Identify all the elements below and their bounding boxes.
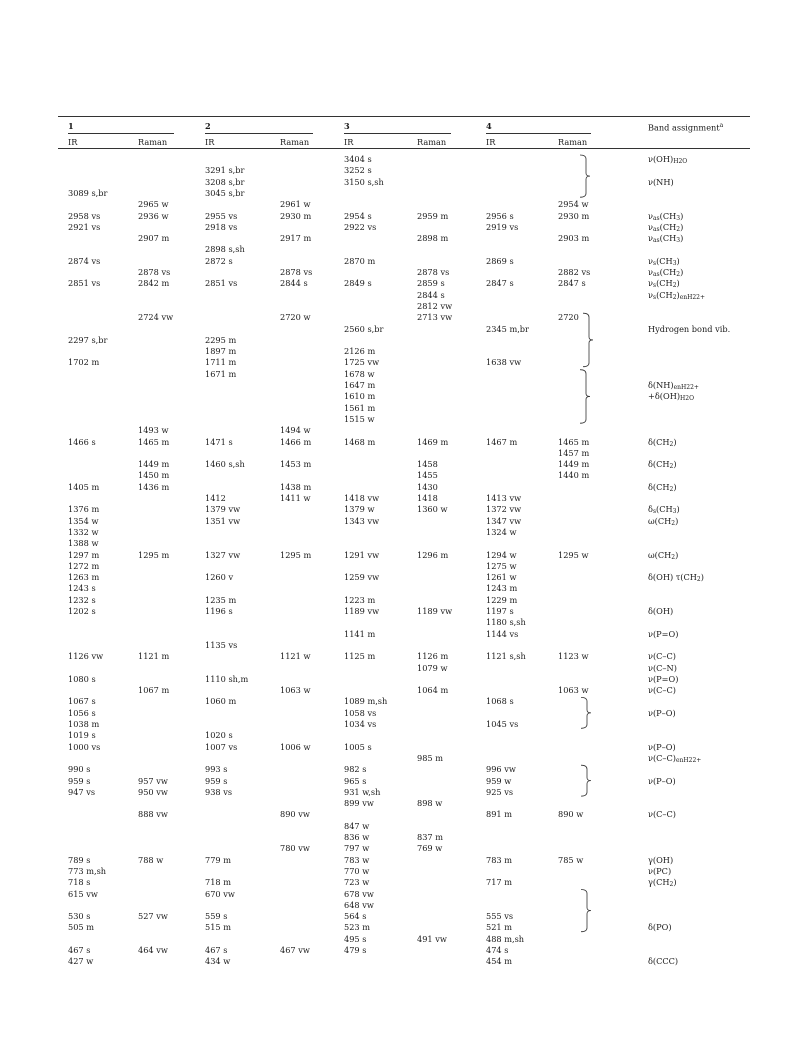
- band-assignment-cell: $\gamma(CH_2)$: [648, 877, 677, 889]
- frequency-cell: 1413 vw: [486, 493, 522, 503]
- frequency-cell: 899 vw: [344, 798, 374, 809]
- frequency-cell: 1121 s,sh: [486, 651, 526, 662]
- frequency-cell: 1126 m: [417, 651, 449, 662]
- band-assignment-cell: ν(C–C): [648, 685, 676, 696]
- band-assignment-cell: γ(OH): [648, 854, 674, 865]
- frequency-cell: 959 s: [205, 775, 228, 786]
- frequency-cell: 2844 s: [417, 289, 445, 300]
- frequency-cell: 555 vs: [486, 911, 514, 922]
- group-header-3: 3: [344, 121, 350, 131]
- frequency-cell: 837 m: [417, 832, 443, 842]
- frequency-cell: 2872 s: [205, 255, 233, 266]
- band-assignment-cell: ν(P=O): [648, 673, 679, 684]
- frequency-cell: 2297 s,br: [68, 334, 108, 345]
- frequency-cell: 1725 vw: [344, 357, 380, 368]
- frequency-cell: 1324 w: [486, 526, 517, 537]
- band-assignment-cell: δ(OH): [648, 606, 674, 616]
- band-assignment-cell: Hydrogen bond vib.: [648, 323, 731, 334]
- frequency-cell: 1243 m: [486, 583, 518, 594]
- frequency-cell: 1000 vs: [68, 741, 101, 752]
- frequency-cell: 2869 s: [486, 255, 514, 266]
- frequency-cell: 717 m: [486, 877, 512, 888]
- frequency-cell: 1034 vs: [344, 719, 377, 729]
- frequency-cell: 1007 vs: [205, 741, 238, 752]
- frequency-cell: 1449 m: [558, 459, 590, 470]
- frequency-cell: 1466 s: [68, 436, 96, 447]
- frequency-cell: 1296 m: [417, 549, 449, 560]
- band-assignment-cell: $\delta(CH_2)$: [648, 481, 677, 493]
- frequency-cell: 1460 s,sh: [205, 459, 245, 470]
- frequency-cell: 1468 m: [344, 436, 376, 447]
- frequency-cell: 959 s: [68, 775, 91, 786]
- band-assignment-cell: $+\delta(OH)_{H2O}$: [648, 391, 694, 403]
- frequency-cell: 1263 m: [68, 572, 100, 583]
- frequency-cell: 1063 w: [558, 685, 589, 696]
- frequency-cell: 678 vw: [344, 888, 374, 899]
- frequency-cell: 982 s: [344, 764, 367, 775]
- frequency-cell: 505 m: [68, 922, 94, 933]
- band-assignment-cell: δ(OH) $\tau(CH_2)$: [648, 572, 704, 584]
- frequency-cell: 2918 vs: [205, 221, 238, 232]
- frequency-cell: 1189 vw: [344, 606, 380, 616]
- frequency-cell: 783 m: [486, 854, 512, 865]
- frequency-cell: 1388 w: [68, 538, 99, 549]
- frequency-cell: 718 m: [205, 877, 231, 888]
- frequency-cell: 488 m,sh: [486, 933, 525, 944]
- frequency-cell: 1465 m: [558, 436, 590, 447]
- band-assignment-cell: ν(NH): [648, 176, 674, 187]
- frequency-cell: 3089 s,br: [68, 187, 108, 198]
- frequency-cell: 1351 vw: [205, 515, 241, 526]
- frequency-cell: 783 w: [344, 854, 370, 865]
- band-assignment-cell: $\nu_{as}(CH_2)$: [648, 221, 684, 233]
- frequency-cell: 495 s: [344, 933, 367, 944]
- frequency-cell: 1272 m: [68, 560, 100, 571]
- subheader-raman-2: Raman: [280, 137, 310, 147]
- subheader-ir-4: IR: [486, 137, 496, 147]
- band-assignment-cell: δ(PO): [648, 922, 672, 933]
- frequency-cell: 521 m: [486, 922, 512, 933]
- frequency-cell: 2126 m: [344, 346, 376, 357]
- frequency-cell: 789 s: [68, 854, 91, 865]
- frequency-cell: 1261 w: [486, 572, 517, 583]
- frequency-cell: 2812 vw: [417, 300, 453, 311]
- frequency-cell: 1494 w: [280, 425, 311, 436]
- frequency-cell: 2936 w: [138, 210, 169, 221]
- frequency-cell: 1144 vs: [486, 628, 519, 639]
- frequency-cell: 3252 s: [344, 165, 372, 176]
- frequency-cell: 434 w: [205, 956, 231, 967]
- group-header-4: 4: [486, 121, 492, 131]
- frequency-cell: 788 w: [138, 854, 164, 865]
- frequency-cell: 467 s: [68, 945, 91, 955]
- frequency-cell: 993 s: [205, 764, 228, 775]
- subheader-ir-1: IR: [68, 137, 78, 147]
- frequency-cell: 797 w: [344, 843, 370, 854]
- frequency-cell: 1020 s: [205, 730, 233, 741]
- frequency-cell: 1458: [417, 459, 438, 470]
- frequency-cell: 1418: [417, 493, 438, 503]
- frequency-cell: 1079 w: [417, 662, 448, 673]
- frequency-cell: 2345 m,br: [486, 323, 529, 334]
- band-assignment-cell: $\nu_{as}(CH_2)$: [648, 267, 684, 278]
- frequency-cell: 427 w: [68, 956, 94, 967]
- frequency-cell: 1126 vw: [68, 651, 104, 662]
- grouping-brace: [580, 155, 590, 197]
- frequency-cell: 2870 m: [344, 255, 376, 266]
- frequency-cell: 1180 s,sh: [486, 617, 526, 628]
- frequency-cell: 1089 m,sh: [344, 696, 388, 707]
- frequency-cell: 836 w: [344, 832, 370, 842]
- frequency-cell: 1379 vw: [205, 504, 241, 515]
- grouping-brace: [581, 890, 591, 932]
- frequency-cell: 990 s: [68, 764, 91, 775]
- frequency-cell: 1006 w: [280, 741, 311, 752]
- frequency-cell: 2919 vs: [486, 221, 519, 232]
- frequency-cell: 1347 vw: [486, 515, 522, 526]
- frequency-cell: 1465 m: [138, 436, 170, 447]
- band-assignment-cell: $\nu_s(CH_2)_{enH22+}$: [648, 289, 706, 301]
- frequency-cell: 559 s: [205, 911, 228, 922]
- frequency-cell: 3404 s: [344, 154, 372, 164]
- frequency-cell: 1121 w: [280, 651, 311, 662]
- band-assignment-cell: $\delta(CH_2)$: [648, 436, 677, 448]
- frequency-cell: 1291 vw: [344, 549, 380, 560]
- band-assignment-cell: $\nu(OH)_{H2O}$: [648, 154, 688, 165]
- frequency-cell: 1360 w: [417, 504, 448, 515]
- frequency-cell: 1197 s: [486, 606, 514, 616]
- subheader-raman-4: Raman: [558, 137, 588, 147]
- frequency-cell: 2959 m: [417, 210, 449, 221]
- frequency-cell: 1610 m: [344, 391, 376, 402]
- frequency-cell: 2954 w: [558, 199, 589, 210]
- frequency-cell: 950 vw: [138, 786, 168, 797]
- frequency-cell: 1457 m: [558, 447, 590, 458]
- group-header-2: 2: [205, 121, 211, 131]
- frequency-cell: 2874 vs: [68, 255, 101, 266]
- frequency-cell: 3208 s,br: [205, 176, 245, 187]
- frequency-cell: 2921 vs: [68, 221, 101, 232]
- frequency-cell: 2851 vs: [205, 278, 238, 289]
- frequency-cell: 2961 w: [280, 199, 311, 210]
- frequency-cell: 1189 vw: [417, 606, 453, 616]
- frequency-cell: 965 s: [344, 775, 367, 786]
- frequency-cell: 785 w: [558, 854, 584, 865]
- frequency-cell: 454 m: [486, 956, 512, 967]
- band-assignment-cell: ν(P–O): [648, 775, 676, 786]
- frequency-cell: 2955 vs: [205, 210, 238, 221]
- frequency-cell: 2859 s: [417, 278, 445, 289]
- frequency-cell: 1080 s: [68, 673, 96, 684]
- subheader-raman-3: Raman: [417, 137, 447, 147]
- frequency-cell: 464 vw: [138, 945, 168, 955]
- frequency-cell: 2713 vw: [417, 312, 453, 323]
- frequency-cell: 1295 m: [280, 549, 312, 560]
- frequency-cell: 1121 m: [138, 651, 170, 662]
- frequency-cell: 1232 s: [68, 594, 96, 605]
- frequency-cell: 2878 vs: [417, 267, 450, 277]
- frequency-cell: 931 w,sh: [344, 786, 381, 797]
- frequency-cell: 615 vw: [68, 888, 98, 899]
- frequency-cell: 1327 vw: [205, 549, 241, 560]
- frequency-cell: 1068 s: [486, 696, 514, 707]
- band-assignment-cell: $\omega(CH_2)$: [648, 515, 679, 527]
- frequency-cell: 1223 m: [344, 594, 376, 605]
- frequency-cell: 1056 s: [68, 707, 96, 718]
- frequency-cell: 2295 m: [205, 334, 237, 345]
- frequency-cell: 1405 m: [68, 481, 100, 492]
- frequency-cell: 1064 m: [417, 685, 449, 696]
- frequency-cell: 1671 m: [205, 368, 237, 379]
- frequency-cell: 770 w: [344, 865, 370, 876]
- grouping-brace: [580, 370, 590, 424]
- frequency-cell: 723 w: [344, 877, 370, 888]
- frequency-cell: 1259 vw: [344, 572, 380, 583]
- frequency-cell: 1297 m: [68, 549, 100, 560]
- frequency-cell: 1063 w: [280, 685, 311, 696]
- frequency-cell: 1702 m: [68, 357, 100, 368]
- frequency-cell: 2907 m: [138, 233, 170, 244]
- frequency-cell: 474 s: [486, 945, 509, 955]
- frequency-cell: 1067 s: [68, 696, 96, 707]
- frequency-cell: 1005 s: [344, 741, 372, 752]
- frequency-cell: 1411 w: [280, 493, 311, 503]
- frequency-cell: 1376 m: [68, 504, 100, 515]
- frequency-cell: 2954 s: [344, 210, 372, 221]
- grouping-brace: [581, 765, 591, 796]
- frequency-cell: 1450 m: [138, 470, 170, 481]
- frequency-cell: 1067 m: [138, 685, 170, 696]
- frequency-cell: 2847 s: [558, 278, 586, 289]
- frequency-cell: 2965 w: [138, 199, 169, 210]
- frequency-cell: 467 s: [205, 945, 228, 955]
- frequency-cell: 1135 vs: [205, 639, 238, 650]
- band-assignment-cell: $\delta(NH)_{enH22+}$: [648, 380, 699, 391]
- frequency-cell: 773 m,sh: [68, 865, 107, 876]
- frequency-cell: 2878 vs: [138, 267, 171, 277]
- frequency-cell: 1471 s: [205, 436, 233, 447]
- band-assignment-cell: ν(P–O): [648, 741, 676, 752]
- band-assignment-cell: $\nu_{as}(CH_3)$: [648, 210, 684, 222]
- frequency-cell: 1711 m: [205, 357, 237, 368]
- frequency-cell: 2878 vs: [280, 267, 313, 277]
- frequency-cell: 1229 m: [486, 594, 518, 605]
- frequency-cell: 1897 m: [205, 346, 237, 357]
- frequency-cell: 1436 m: [138, 481, 170, 492]
- frequency-cell: 479 s: [344, 945, 367, 955]
- band-assignment-cell: ν(C–C): [648, 809, 676, 820]
- frequency-cell: 1196 s: [205, 606, 233, 616]
- frequency-cell: 1110 sh,m: [205, 673, 249, 684]
- frequency-cell: 1493 w: [138, 425, 169, 436]
- band-assignment-cell: $\omega(CH_2)$: [648, 549, 679, 561]
- band-assignment-cell: ν(PC): [648, 865, 672, 876]
- subheader-ir-3: IR: [344, 137, 354, 147]
- frequency-cell: 1141 m: [344, 628, 376, 639]
- frequency-cell: 2847 s: [486, 278, 514, 289]
- frequency-cell: 1438 m: [280, 481, 312, 492]
- frequency-cell: 2851 vs: [68, 278, 101, 289]
- frequency-cell: 996 vw: [486, 764, 516, 775]
- band-assignment-cell: ν(P–O): [648, 707, 676, 718]
- frequency-cell: 1455: [417, 470, 438, 481]
- frequency-cell: 718 s: [68, 877, 91, 888]
- frequency-cell: 670 vw: [205, 888, 235, 899]
- frequency-cell: 2724 vw: [138, 312, 174, 323]
- frequency-cell: 1515 w: [344, 413, 375, 424]
- frequency-cell: 925 vs: [486, 786, 514, 797]
- frequency-cell: 2922 vs: [344, 221, 377, 232]
- frequency-cell: 1469 m: [417, 436, 449, 447]
- frequency-cell: 2958 vs: [68, 210, 101, 221]
- frequency-cell: 2720: [558, 312, 579, 323]
- frequency-cell: 530 s: [68, 911, 91, 922]
- frequency-cell: 1243 s: [68, 583, 96, 594]
- frequency-cell: 1019 s: [68, 730, 96, 741]
- frequency-cell: 1449 m: [138, 459, 170, 470]
- band-assignment-header-text: Band assignment: [648, 122, 720, 133]
- frequency-cell: 1045 vs: [486, 719, 519, 729]
- frequency-cell: 2720 w: [280, 312, 311, 323]
- frequency-cell: 1379 w: [344, 504, 375, 515]
- frequency-cell: 2956 s: [486, 210, 514, 221]
- frequency-cell: 947 vs: [68, 786, 96, 797]
- band-assignment-cell: δ(CCC): [648, 956, 679, 967]
- frequency-cell: 2849 s: [344, 278, 372, 289]
- frequency-cell: 467 vw: [280, 945, 310, 955]
- band-assignment-cell: ν(P=O): [648, 628, 679, 639]
- frequency-cell: 1430: [417, 481, 438, 492]
- brace-layer: [58, 116, 750, 976]
- frequency-cell: 1038 m: [68, 719, 100, 729]
- frequency-cell: 1332 w: [68, 526, 99, 537]
- frequency-cell: 2560 s,br: [344, 323, 384, 334]
- frequency-cell: 3150 s,sh: [344, 176, 384, 187]
- frequency-cell: 2844 s: [280, 278, 308, 289]
- frequency-cell: 564 s: [344, 911, 367, 922]
- frequency-cell: 1418 vw: [344, 493, 380, 503]
- frequency-cell: 938 vs: [205, 786, 233, 797]
- frequency-cell: 2930 m: [280, 210, 312, 221]
- band-assignment-cell: $\nu_s(CH_2)$: [648, 278, 680, 290]
- frequency-cell: 1440 m: [558, 470, 590, 481]
- frequency-cell: 959 w: [486, 775, 512, 786]
- frequency-cell: 1058 vs: [344, 707, 377, 718]
- group-header-1: 1: [68, 121, 74, 131]
- frequency-cell: 1294 w: [486, 549, 517, 560]
- frequency-cell: 1412: [205, 493, 226, 503]
- frequency-cell: 780 vw: [280, 843, 310, 854]
- frequency-cell: 890 w: [558, 809, 584, 820]
- frequency-cell: 1060 m: [205, 696, 237, 707]
- footnote-marker: a: [719, 122, 724, 129]
- grouping-brace: [581, 697, 591, 728]
- frequency-cell: 891 m: [486, 809, 512, 820]
- frequency-cell: 1275 w: [486, 560, 517, 571]
- subheader-raman-1: Raman: [138, 137, 168, 147]
- frequency-cell: 3045 s,br: [205, 187, 245, 198]
- frequency-cell: 1235 m: [205, 594, 237, 605]
- frequency-cell: 2903 m: [558, 233, 590, 244]
- frequency-cell: 985 m: [417, 752, 443, 763]
- frequency-cell: 1466 m: [280, 436, 312, 447]
- frequency-cell: 648 vw: [344, 899, 374, 910]
- frequency-cell: 769 w: [417, 843, 443, 854]
- frequency-cell: 1453 m: [280, 459, 312, 470]
- grouping-brace: [583, 313, 593, 367]
- frequency-cell: 1638 vw: [486, 357, 522, 368]
- frequency-cell: 1295 w: [558, 549, 589, 560]
- frequency-cell: 2842 m: [138, 278, 170, 289]
- frequency-cell: 1372 vw: [486, 504, 522, 515]
- frequency-cell: 898 w: [417, 798, 443, 809]
- frequency-cell: 3291 s,br: [205, 165, 245, 176]
- frequency-cell: 847 w: [344, 820, 370, 831]
- frequency-cell: 888 vw: [138, 809, 168, 820]
- frequency-cell: 890 vw: [280, 809, 310, 820]
- band-assignment-cell: $\delta(CH_2)$: [648, 459, 677, 471]
- frequency-cell: 2930 m: [558, 210, 590, 221]
- band-assignment-cell: ν(C–N): [648, 662, 677, 673]
- frequency-cell: 1125 m: [344, 651, 376, 662]
- band-assignment-cell: $\nu(C-C)_{enH22+}$: [648, 752, 702, 764]
- frequency-cell: 1647 m: [344, 380, 376, 390]
- frequency-cell: 2898 m: [417, 233, 449, 244]
- frequency-cell: 1123 w: [558, 651, 589, 662]
- band-assignment-cell: ν(C–C): [648, 651, 676, 662]
- frequency-cell: 1295 m: [138, 549, 170, 560]
- frequency-cell: 2898 s,sh: [205, 244, 245, 255]
- frequency-cell: 1678 w: [344, 368, 375, 379]
- frequency-cell: 1354 w: [68, 515, 99, 526]
- frequency-cell: 523 m: [344, 922, 370, 933]
- frequency-cell: 2917 m: [280, 233, 312, 244]
- frequency-cell: 527 vw: [138, 911, 168, 922]
- frequency-cell: 491 vw: [417, 933, 447, 944]
- frequency-cell: 515 m: [205, 922, 231, 933]
- frequency-cell: 957 vw: [138, 775, 168, 786]
- frequency-cell: 1202 s: [68, 606, 96, 616]
- frequency-cell: 1561 m: [344, 402, 376, 413]
- band-assignment-cell: $\nu_s(CH_3)$: [648, 255, 680, 267]
- subheader-ir-2: IR: [205, 137, 215, 147]
- frequency-cell: 1260 v: [205, 572, 234, 583]
- frequency-cell: 779 m: [205, 854, 231, 865]
- band-assignment-cell: $\nu_{as}(CH_3)$: [648, 233, 684, 245]
- frequency-cell: 1467 m: [486, 436, 518, 447]
- frequency-cell: 2882 vs: [558, 267, 591, 277]
- frequency-cell: 1343 vw: [344, 515, 380, 526]
- band-assignment-cell: $\delta_s(CH_3)$: [648, 504, 680, 516]
